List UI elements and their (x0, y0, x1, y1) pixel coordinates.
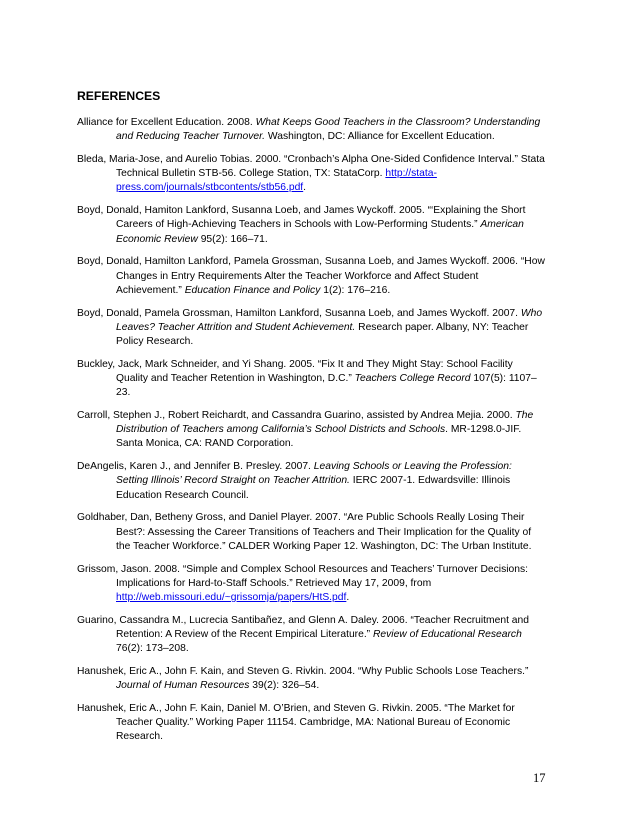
reference-entry (77, 153, 545, 196)
reference-text: 76(2): 173–208. (116, 643, 189, 655)
reference-text: Carroll, Stephen J., Robert Reichardt, and Cassandra Guarino, assisted by Andrea Mejia. 2000. (77, 410, 516, 422)
reference-entry (77, 511, 545, 554)
reference-link[interactable]: http://web.missouri.edu/~grissomja/papers/HtS.pdf (116, 592, 347, 604)
reference-text: Boyd, Donald, Hamilton Lankford, Pamela Grossman, Susanna Loeb, and James Wyckoff. 2006. “How Changes in Entry Requirements Alter the Teacher Workforce and Affect Student Achievement.” (77, 256, 545, 296)
reference-text: Hanushek, Eric A., John F. Kain, Daniel M. O’Brien, and Steven G. Rivkin. 2005. “The Market for Teacher Quality.” Working Paper 11154. Cambridge, MA: National Bureau of Economic Research. (77, 703, 515, 743)
reference-entry (77, 563, 545, 606)
reference-entry (77, 358, 545, 401)
reference-text: . (303, 182, 307, 194)
reference-text: Bleda, Maria-Jose, and Aurelio Tobias. 2000. “Cronbach’s Alpha One-Sided Confidence Interval.” Stata Technical Bulletin STB-56. College Station, TX: StataCorp. (77, 154, 545, 180)
reference-text: Alliance for Excellent Education. 2008. (77, 117, 256, 128)
reference-entry (77, 460, 545, 503)
reference-entry (77, 409, 545, 452)
reference-title: Teachers College Record (354, 373, 471, 385)
reference-entry (77, 116, 545, 144)
reference-text: Boyd, Donald, Hamiton Lankford, Susanna Loeb, and James Wyckoff. 2005. “‘Explaining the Short Careers of High-Achieving Teachers in Schools with Low-Performing Students.” (77, 205, 526, 231)
reference-entry (77, 204, 545, 247)
reference-title: What Keeps Good Teachers in the Classroom? Understanding and Reducing Teacher Turnover. (116, 117, 541, 143)
reference-text: Hanushek, Eric A., John F. Kain, and Steven G. Rivkin. 2004. “Why Public Schools Lose Teachers.” (77, 666, 529, 678)
reference-entry (77, 255, 545, 298)
reference-text: Goldhaber, Dan, Betheny Gross, and Daniel Player. 2007. “Are Public Schools Really Losing Their Best?: Assessing the Career Transitions of Teachers and Their Implication for the Quality of the Teacher Workforce.” CALDER Working Paper 12. Washington, DC: The Urban Institute. (77, 512, 532, 552)
reference-entry (77, 307, 545, 350)
reference-text: IERC 2007-1. Edwardsville: Illinois Education Research Council. (116, 475, 511, 501)
reference-title: Review of Educational Research (372, 629, 522, 641)
reference-text: 107(5): 1107–23. (116, 373, 537, 399)
reference-title: American Economic Review (116, 219, 524, 245)
reference-text: Buckley, Jack, Mark Schneider, and Yi Shang. 2005. “Fix It and They Might Stay: School Facility Quality and Teacher Retention in Washington, D.C.” (77, 358, 513, 385)
reference-entry (77, 702, 545, 745)
reference-text: . MR-1298.0-JIF. Santa Monica, CA: RAND Corporation. (116, 424, 522, 450)
references-heading: REFERENCES (77, 89, 161, 103)
reference-text: 39(2): 326–54. (249, 680, 320, 692)
reference-text: Guarino, Cassandra M., Lucrecia Santibañez, and Glenn A. Daley. 2006. “Teacher Recruitment and Retention: A Review of the Recent Empirical Literature.” (77, 614, 529, 641)
reference-text: Washington, DC: Alliance for Excellent Education. (265, 131, 495, 143)
reference-title: The Distribution of Teachers among California’s School Districts and Schools (116, 410, 534, 436)
reference-text: . (346, 592, 350, 604)
reference-title: Education Finance and Policy (184, 284, 321, 296)
reference-text: 1(2): 176–216. (320, 284, 391, 296)
reference-title: Journal of Human Resources (116, 680, 250, 692)
reference-list (77, 116, 545, 753)
reference-link[interactable]: http://stata-press.com/journals/stbcontents/stb56.pdf (116, 168, 437, 194)
reference-title: Who Leaves? Teacher Attrition and Student Achievement. (116, 307, 543, 333)
reference-text: 95(2): 166–71. (197, 233, 268, 245)
page-number: 17 (533, 771, 546, 785)
reference-text: Grissom, Jason. 2008. “Simple and Complex School Resources and Teachers’ Turnover Decisions: Implications for Hard-to-Staff Schools.” Retrieved May 17, 2009, from (77, 563, 528, 589)
reference-title: Leaving Schools or Leaving the Profession: Setting Illinois’ Record Straight on Teacher Attrition. (116, 461, 512, 487)
reference-entry (77, 665, 545, 693)
reference-text: Boyd, Donald, Pamela Grossman, Hamilton Lankford, Susanna Loeb, and James Wyckoff. 2007. (77, 307, 521, 319)
reference-text: Research paper. Albany, NY: Teacher Policy Research. (116, 321, 529, 348)
reference-text: DeAngelis, Karen J., and Jennifer B. Presley. 2007. (77, 461, 314, 473)
reference-entry (77, 614, 545, 657)
